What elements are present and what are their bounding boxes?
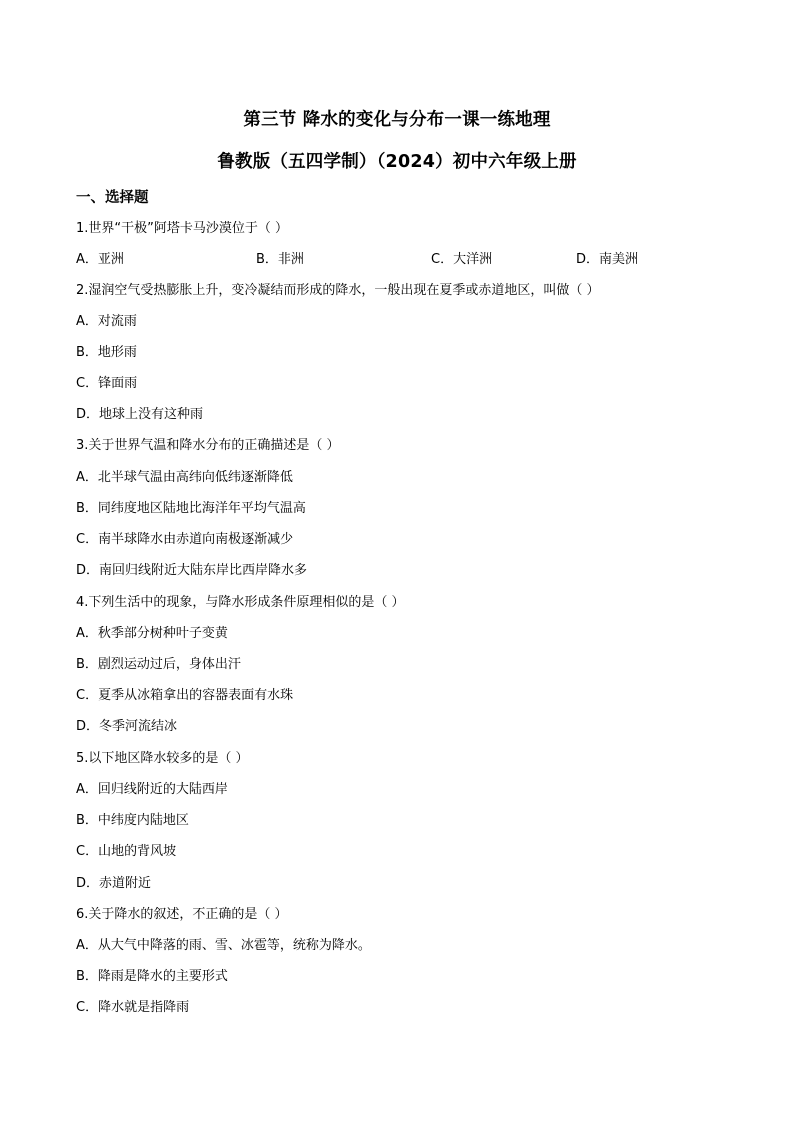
question-3-option-a: A．北半球气温由高纬向低纬逐渐降低 [76,470,293,485]
question-5-stem: 5.以下地区降水较多的是（ ） [76,751,249,766]
question-4-option-c: C．夏季从冰箱拿出的容器表面有水珠 [76,688,294,703]
question-1-stem: 1.世界“干极”阿塔卡马沙漠位于（ ） [76,221,289,236]
question-6-option-c: C．降水就是指降雨 [76,1000,190,1015]
question-4-option-d: D．冬季河流结冰 [76,719,178,734]
question-3-stem: 3.关于世界气温和降水分布的正确描述是（ ） [76,438,340,453]
question-6-option-b: B．降雨是降水的主要形式 [76,969,228,984]
question-5-option-a: A．回归线附近的大陆西岸 [76,782,228,797]
question-4-stem: 4.下列生活中的现象，与降水形成条件原理相似的是（ ） [76,595,405,610]
question-5-option-b: B．中纬度内陆地区 [76,813,189,828]
question-4-option-b: B．剧烈运动过后，身体出汗 [76,657,241,672]
question-1-option-a: A．亚洲 [76,252,124,267]
question-1-option-d: D．南美洲 [576,252,639,267]
question-2-option-d: D．地球上没有这种雨 [76,407,204,422]
question-1-option-b: B．非洲 [256,252,304,267]
question-6-option-a: A．从大气中降落的雨、雪、冰雹等，统称为降水。 [76,938,371,953]
question-1-option-c: C．大洋洲 [431,252,493,267]
question-2-option-c: C．锋面雨 [76,376,138,391]
question-2-stem: 2.湿润空气受热膨胀上升，变冷凝结而形成的降水，一般出现在夏季或赤道地区，叫做（ ） [76,283,600,298]
question-1-options [76,248,726,266]
question-5-option-d: D．赤道附近 [76,876,152,891]
question-5-option-c: C．山地的背风坡 [76,844,177,859]
question-3-option-c: C．南半球降水由赤道向南极逐渐减少 [76,532,294,547]
question-2-option-b: B．地形雨 [76,345,137,360]
question-3-option-b: B．同纬度地区陆地比海洋年平均气温高 [76,501,306,516]
question-3-option-d: D．南回归线附近大陆东岸比西岸降水多 [76,563,308,578]
document-title: 第三节 降水的变化与分布一课一练地理 [243,110,551,130]
question-4-option-a: A．秋季部分树种叶子变黄 [76,626,228,641]
document-subtitle: 鲁教版（五四学制）（2024）初中六年级上册 [217,152,577,172]
question-6-stem: 6.关于降水的叙述，不正确的是（ ） [76,907,288,922]
section-heading: 一、选择题 [76,190,149,206]
question-2-option-a: A．对流雨 [76,314,137,329]
